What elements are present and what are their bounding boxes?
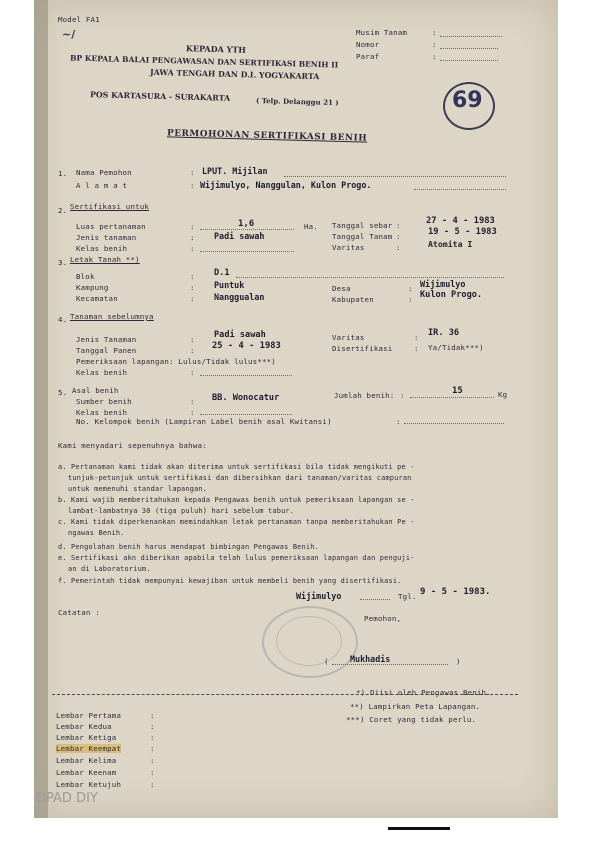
s3-desa-value: Wijimulyo	[420, 279, 466, 289]
s3-kampung-label: Kampung	[76, 283, 109, 292]
header-kepada: KEPADA YTH	[185, 43, 246, 55]
statement-a1: a. Pertanaman kami tidak akan diterima untuk sertifikasi bila tidak mengikuti pe -	[58, 463, 415, 471]
s5-kelas-label: Kelas benih	[76, 408, 128, 417]
s2-jenis-label: Jenis tanaman	[76, 233, 137, 242]
s4-panen-label: Tanggal Panen	[76, 346, 137, 355]
s4-kelas-label: Kelas benih	[76, 368, 128, 377]
s5-num: 5.	[58, 388, 68, 397]
s5-kg: Kg	[498, 390, 508, 399]
s1-alamat-label: A l a m a t	[76, 181, 128, 190]
s3-kec-label: Kecamatan	[76, 294, 118, 303]
s4-jenis-label: Jenis Tanaman	[76, 335, 137, 344]
s5-kelompok: No. Kelompok benih (Lampiran Label benih asal Kwitansi)	[76, 417, 332, 426]
lembar-item: Lembar Kedua	[56, 722, 112, 731]
s1-nama-value: LPUT. Mijilan	[202, 166, 268, 176]
nomor-dots	[440, 48, 498, 49]
statement-b1: b. Kami wajib memberitahukan kepada Pengawas benih untuk pemeriksaan lapangan se -	[58, 496, 415, 504]
footnote-2: **) Lampirkan Peta Lapangan.	[350, 702, 481, 711]
lembar-item: Lembar Keempat	[56, 744, 122, 753]
catatan-label: Catatan :	[58, 608, 100, 617]
s2-tgl-tanam-value: 19 - 5 - 1983	[428, 227, 497, 237]
statement-intro: Kami menyadari sepenuhnya bahwa:	[58, 441, 207, 450]
s3-kab-value: Kulon Progo.	[420, 290, 483, 300]
s4-pemeriksaan: Pemeriksaan lapangan: Lulus/Tidak lulus***)	[76, 357, 276, 366]
s4-diser-value: Ya/Tidak***)	[428, 343, 484, 352]
signature-pemohon: Pemohon,	[364, 614, 402, 623]
s4-jenis-value: Padi sawah	[214, 330, 266, 340]
paraf-label: Paraf	[356, 52, 380, 61]
s3-kab-label: Kabupaten	[332, 295, 374, 304]
musim-dots	[440, 36, 502, 37]
paraf-sep: :	[432, 52, 437, 61]
s2-num: 2.	[58, 206, 68, 215]
watermark-text: DPAD DIY	[36, 791, 98, 806]
header-line3: POS KARTASURA - SURAKARTA	[89, 90, 231, 103]
s2-tgl-sebar-value: 27 - 4 - 1983	[426, 216, 495, 226]
s4-num: 4.	[58, 315, 68, 324]
s1-num: 1.	[58, 169, 68, 178]
s5-sumber-value: BB. Wonocatur	[212, 393, 280, 403]
lembar-item: Lembar Ketujuh	[56, 780, 122, 789]
model-label: Model FA1	[58, 15, 100, 24]
s3-kec-value: Nanggualan	[214, 292, 265, 302]
musim-sep: :	[432, 28, 437, 37]
statement-a3: untuk memenuhi standar lapangan.	[68, 485, 208, 493]
header-line2: JAWA TENGAH DAN D.I. YOGYAKARTA	[149, 67, 320, 82]
signature-place: Wijimulyo	[296, 591, 342, 601]
s4-panen-value: 25 - 4 - 1983	[212, 341, 281, 351]
s1-nama-label: Nama Pemohon	[76, 168, 132, 177]
statement-e1: e. Sertifikasi akn diberikan apabila telah lulus pemeriksaan lapangan dan penguji-	[58, 554, 415, 562]
statement-b2: lambat-lambatnya 30 (tiga puluh) hari sebelum tabur.	[68, 507, 295, 515]
lembar-item: Lembar Ketiga	[56, 733, 117, 742]
s2-kelas-label: Kelas benih	[76, 244, 128, 253]
s3-desa-label: Desa	[332, 284, 351, 293]
header-line1: BP KEPALA BALAI PENGAWASAN DAN SERTIFIKASI BENIH II	[69, 53, 339, 70]
s4-varitas-label: Varitas	[332, 333, 365, 342]
statement-a2: tunjuk-petunjuk untuk sertifikasi dan dibersihkan dari tanaman/varitas campuran	[68, 474, 412, 482]
s2-heading: Sertifikasi untuk	[70, 202, 150, 211]
nomor-label: Nomor	[356, 40, 380, 49]
signature-name: Mukhadis	[350, 654, 391, 664]
s3-heading: Letak Tanah **)	[70, 255, 140, 264]
bottom-bar	[388, 827, 450, 830]
statement-c2: ngawas Benih.	[68, 529, 125, 537]
lembar-item: Lembar Keenam	[56, 768, 117, 777]
s4-diser-label: Disertifikasi	[332, 344, 393, 353]
header-telp: ( Telp. Delanggu 21 )	[255, 95, 339, 108]
form-title: PERMOHONAN SERTIFIKASI BENIH	[166, 128, 368, 144]
s3-kampung-value: Puntuk	[214, 280, 245, 290]
statement-c1: c. Kami tidak diperkenankan memindahkan letak pertanaman tanpa memberitahukan Pe -	[58, 518, 415, 526]
s3-num: 3.	[58, 258, 68, 267]
s5-asal-label: Asal benih	[72, 386, 119, 395]
s5-jumlah-label: Jumlah benih:	[334, 391, 395, 400]
statement-f1: f. Pemerintah tidak mempunyai kewajiban untuk membeli benih yang disertifikasi.	[58, 577, 402, 585]
s2-varitas-label: Varitas	[332, 243, 365, 252]
circled-number: 69	[452, 88, 483, 113]
model-handwritten-mark: ~/	[62, 28, 76, 41]
s2-varitas-value: Atomita I	[428, 239, 473, 249]
s4-heading: Tanaman sebelumnya	[70, 312, 154, 321]
s2-luas-label: Luas pertanaman	[76, 222, 146, 231]
footnote-3: ***) Coret yang tidak perlu.	[346, 715, 477, 724]
s2-luas-value: 1,6	[238, 219, 255, 229]
s3-blok-label: Blok	[76, 272, 95, 281]
s2-jenis-value: Padi sawah	[214, 231, 265, 241]
musim-tanam-label: Musim Tanam	[356, 28, 408, 37]
official-stamp-inner	[276, 616, 342, 666]
statement-e2: an di Laboratorium.	[68, 565, 151, 573]
lembar-item: Lembar Pertama	[56, 711, 122, 720]
s4-varitas-value: IR. 36	[428, 328, 460, 338]
footnote-1: *) Diisi oleh Pengawas Benih.	[356, 688, 491, 697]
s1-alamat-value: Wijimulyo, Nanggulan, Kulon Progo.	[200, 180, 372, 190]
s2-ha: Ha.	[304, 222, 318, 231]
s5-jumlah-value: 15	[452, 386, 463, 396]
paper-edge-shadow	[34, 0, 48, 818]
paraf-dots	[440, 60, 498, 61]
signature-tgl-label: Tgl.	[398, 592, 417, 601]
s5-sumber-label: Sumber benih	[76, 397, 132, 406]
statement-d1: d. Pengolahan benih harus mendapat bimbingan Pengawas Benih.	[58, 543, 319, 551]
s2-tgl-tanam-label: Tanggal Tanam	[332, 232, 393, 241]
signature-date: 9 - 5 - 1983.	[420, 587, 491, 597]
lembar-item: Lembar Kelima	[56, 756, 117, 765]
s3-blok-value: D.1	[214, 268, 230, 278]
s2-tgl-sebar-label: Tanggal sebar	[332, 221, 393, 230]
nomor-sep: :	[432, 40, 437, 49]
